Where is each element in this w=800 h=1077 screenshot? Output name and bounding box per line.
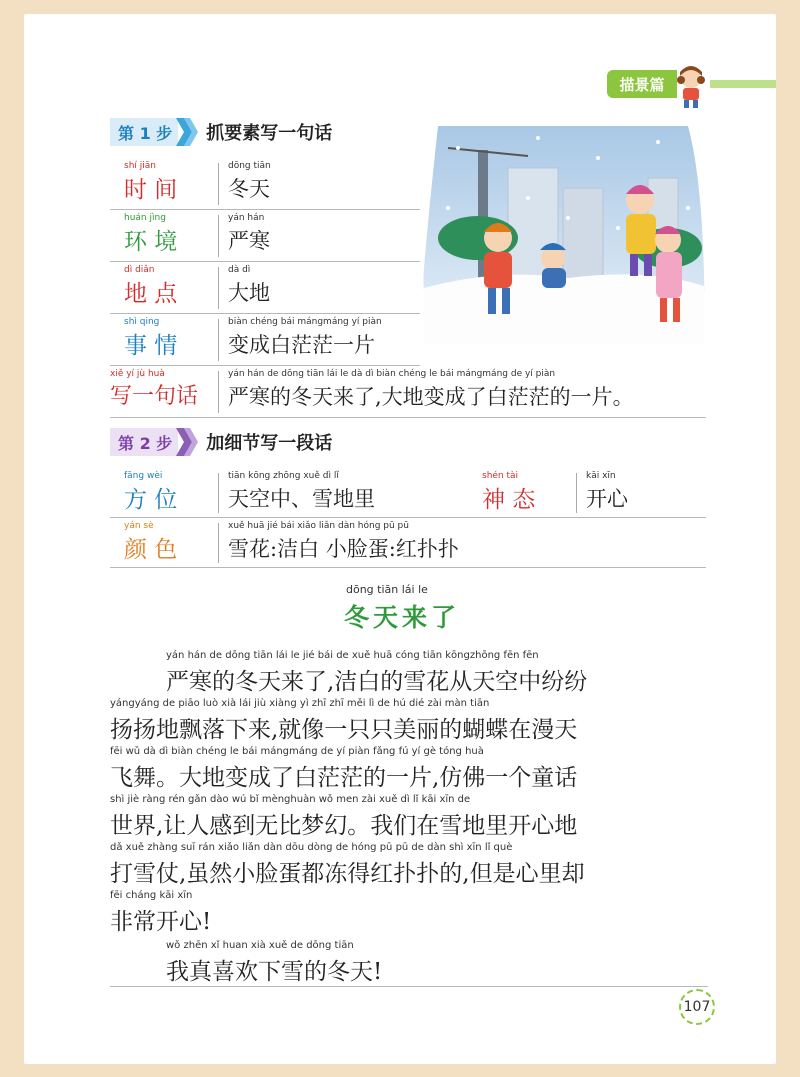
- section-tag: 描景篇: [607, 70, 677, 98]
- header-bar: [710, 80, 776, 88]
- page-number: 107: [679, 989, 715, 1025]
- step1-row-place: [110, 263, 420, 314]
- step1-row-time: [110, 159, 420, 210]
- winter-illustration: [418, 118, 708, 350]
- label-pinyin: shí jiān: [124, 161, 156, 171]
- essay-line: [110, 698, 577, 744]
- value-pinyin: biàn chéng bái mángmáng yí piàn: [228, 317, 382, 327]
- value-text: 变成白茫茫一片: [228, 333, 375, 357]
- divider: [218, 215, 219, 257]
- essay-title: 冬天来了: [344, 603, 461, 632]
- value-text: 大地: [228, 281, 270, 305]
- line-pinyin: wǒ zhēn xǐ huan xià xuě de dōng tiān: [166, 940, 354, 951]
- step1-label: 第 1 步: [110, 118, 178, 146]
- label-text: 神 态: [482, 487, 536, 513]
- label-pinyin: xiě yí jù huà: [110, 369, 165, 379]
- girl-mascot-icon: [674, 64, 708, 110]
- label-pinyin: dì diǎn: [124, 265, 155, 275]
- bottom-divider: [110, 986, 708, 987]
- step1-row-environment: [110, 211, 420, 262]
- value-pinyin: xuě huā jié bái xiǎo liǎn dàn hóng pū pū: [228, 521, 409, 531]
- line-pinyin: yángyáng de piāo luò xià lái jiù xiàng yì zhī zhī měi lì de hú dié zài màn tiān: [110, 698, 490, 709]
- essay-line: [166, 650, 587, 696]
- step1-row-sentence: [110, 367, 706, 418]
- line-text: 打雪仗,虽然小脸蛋都冻得红扑扑的,但是心里却: [110, 861, 585, 887]
- divider: [576, 473, 577, 513]
- value-pinyin: dà dì: [228, 265, 251, 275]
- value-text: 冬天: [228, 177, 270, 201]
- label-pinyin: yán sè: [124, 521, 154, 531]
- value-text: 严寒: [228, 229, 270, 253]
- line-text: 飞舞。大地变成了白茫茫的一片,仿佛一个童话: [110, 765, 578, 791]
- step1-row-event: [110, 315, 420, 366]
- label-text: 环 境: [124, 229, 178, 255]
- line-text: 扬扬地飘落下来,就像一只只美丽的蝴蝶在漫天: [110, 717, 578, 743]
- essay-line: [166, 940, 382, 986]
- divider: [218, 267, 219, 309]
- value-pinyin: yán hán de dōng tiān lái le dà dì biàn chéng le bái mángmáng de yí piàn: [228, 369, 556, 379]
- value-pinyin: yán hán: [228, 213, 265, 223]
- label-text: 事 情: [124, 333, 178, 359]
- step2-label: 第 2 步: [110, 428, 178, 456]
- step2-title: 加细节写一段话: [206, 433, 333, 454]
- line-text: 我真喜欢下雪的冬天!: [166, 959, 383, 985]
- step1-title: 抓要素写一句话: [206, 123, 333, 144]
- line-pinyin: dǎ xuě zhàng suī rán xiǎo liǎn dàn dōu dòng de hóng pū pū de dàn shì xīn lǐ què: [110, 842, 513, 853]
- double-chevron-icon: [176, 428, 200, 456]
- essay-title-pinyin: dōng tiān lái le: [346, 583, 428, 596]
- label-text: 方 位: [124, 487, 178, 513]
- label-text: 地 点: [124, 281, 178, 307]
- divider: [218, 523, 219, 563]
- label-text: 时 间: [124, 177, 178, 203]
- step1-header: [110, 118, 332, 146]
- label-pinyin: shén tài: [482, 471, 519, 481]
- label-pinyin: fāng wèi: [124, 471, 163, 481]
- line-pinyin: fēi cháng kāi xīn: [110, 890, 193, 901]
- label-text: 写一句话: [110, 384, 199, 409]
- double-chevron-icon: [176, 118, 200, 146]
- line-text: 严寒的冬天来了,洁白的雪花从天空中纷纷: [166, 669, 588, 695]
- essay-line: [110, 890, 211, 936]
- essay-line: [110, 794, 577, 840]
- line-pinyin: fēi wǔ dà dì biàn chéng le bái mángmáng de yí piàn fǎng fú yí gè tóng huà: [110, 746, 484, 757]
- value-text: 严寒的冬天来了,大地变成了白茫茫的一片。: [228, 385, 634, 409]
- step2-row-color: [110, 519, 706, 568]
- line-pinyin: yán hán de dōng tiān lái le jié bái de xuě huā cóng tiān kōngzhōng fēn fēn: [166, 650, 539, 661]
- value-pinyin: kāi xīn: [586, 471, 616, 481]
- value-pinyin: dōng tiān: [228, 161, 271, 171]
- value-text: 天空中、雪地里: [228, 487, 375, 511]
- value-text: 雪花:洁白 小脸蛋:红扑扑: [228, 537, 459, 561]
- page: [24, 14, 776, 1064]
- divider: [218, 371, 219, 413]
- essay-line: [110, 842, 585, 888]
- step2-row-position: [110, 469, 706, 518]
- divider: [218, 163, 219, 205]
- value-text: 开心: [586, 487, 628, 511]
- line-text: 非常开心!: [110, 909, 212, 935]
- label-pinyin: huán jìng: [124, 213, 166, 223]
- step2-header: [110, 428, 332, 456]
- value-pinyin: tiān kōng zhōng xuě dì lǐ: [228, 471, 339, 481]
- label-text: 颜 色: [124, 537, 178, 563]
- line-pinyin: shì jiè ràng rén gǎn dào wú bǐ mènghuàn wǒ men zài xuě dì lǐ kāi xīn de: [110, 794, 471, 805]
- essay-line: [110, 746, 577, 792]
- line-text: 世界,让人感到无比梦幻。我们在雪地里开心地: [110, 813, 578, 839]
- divider: [218, 473, 219, 513]
- label-pinyin: shì qing: [124, 317, 160, 327]
- divider: [218, 319, 219, 361]
